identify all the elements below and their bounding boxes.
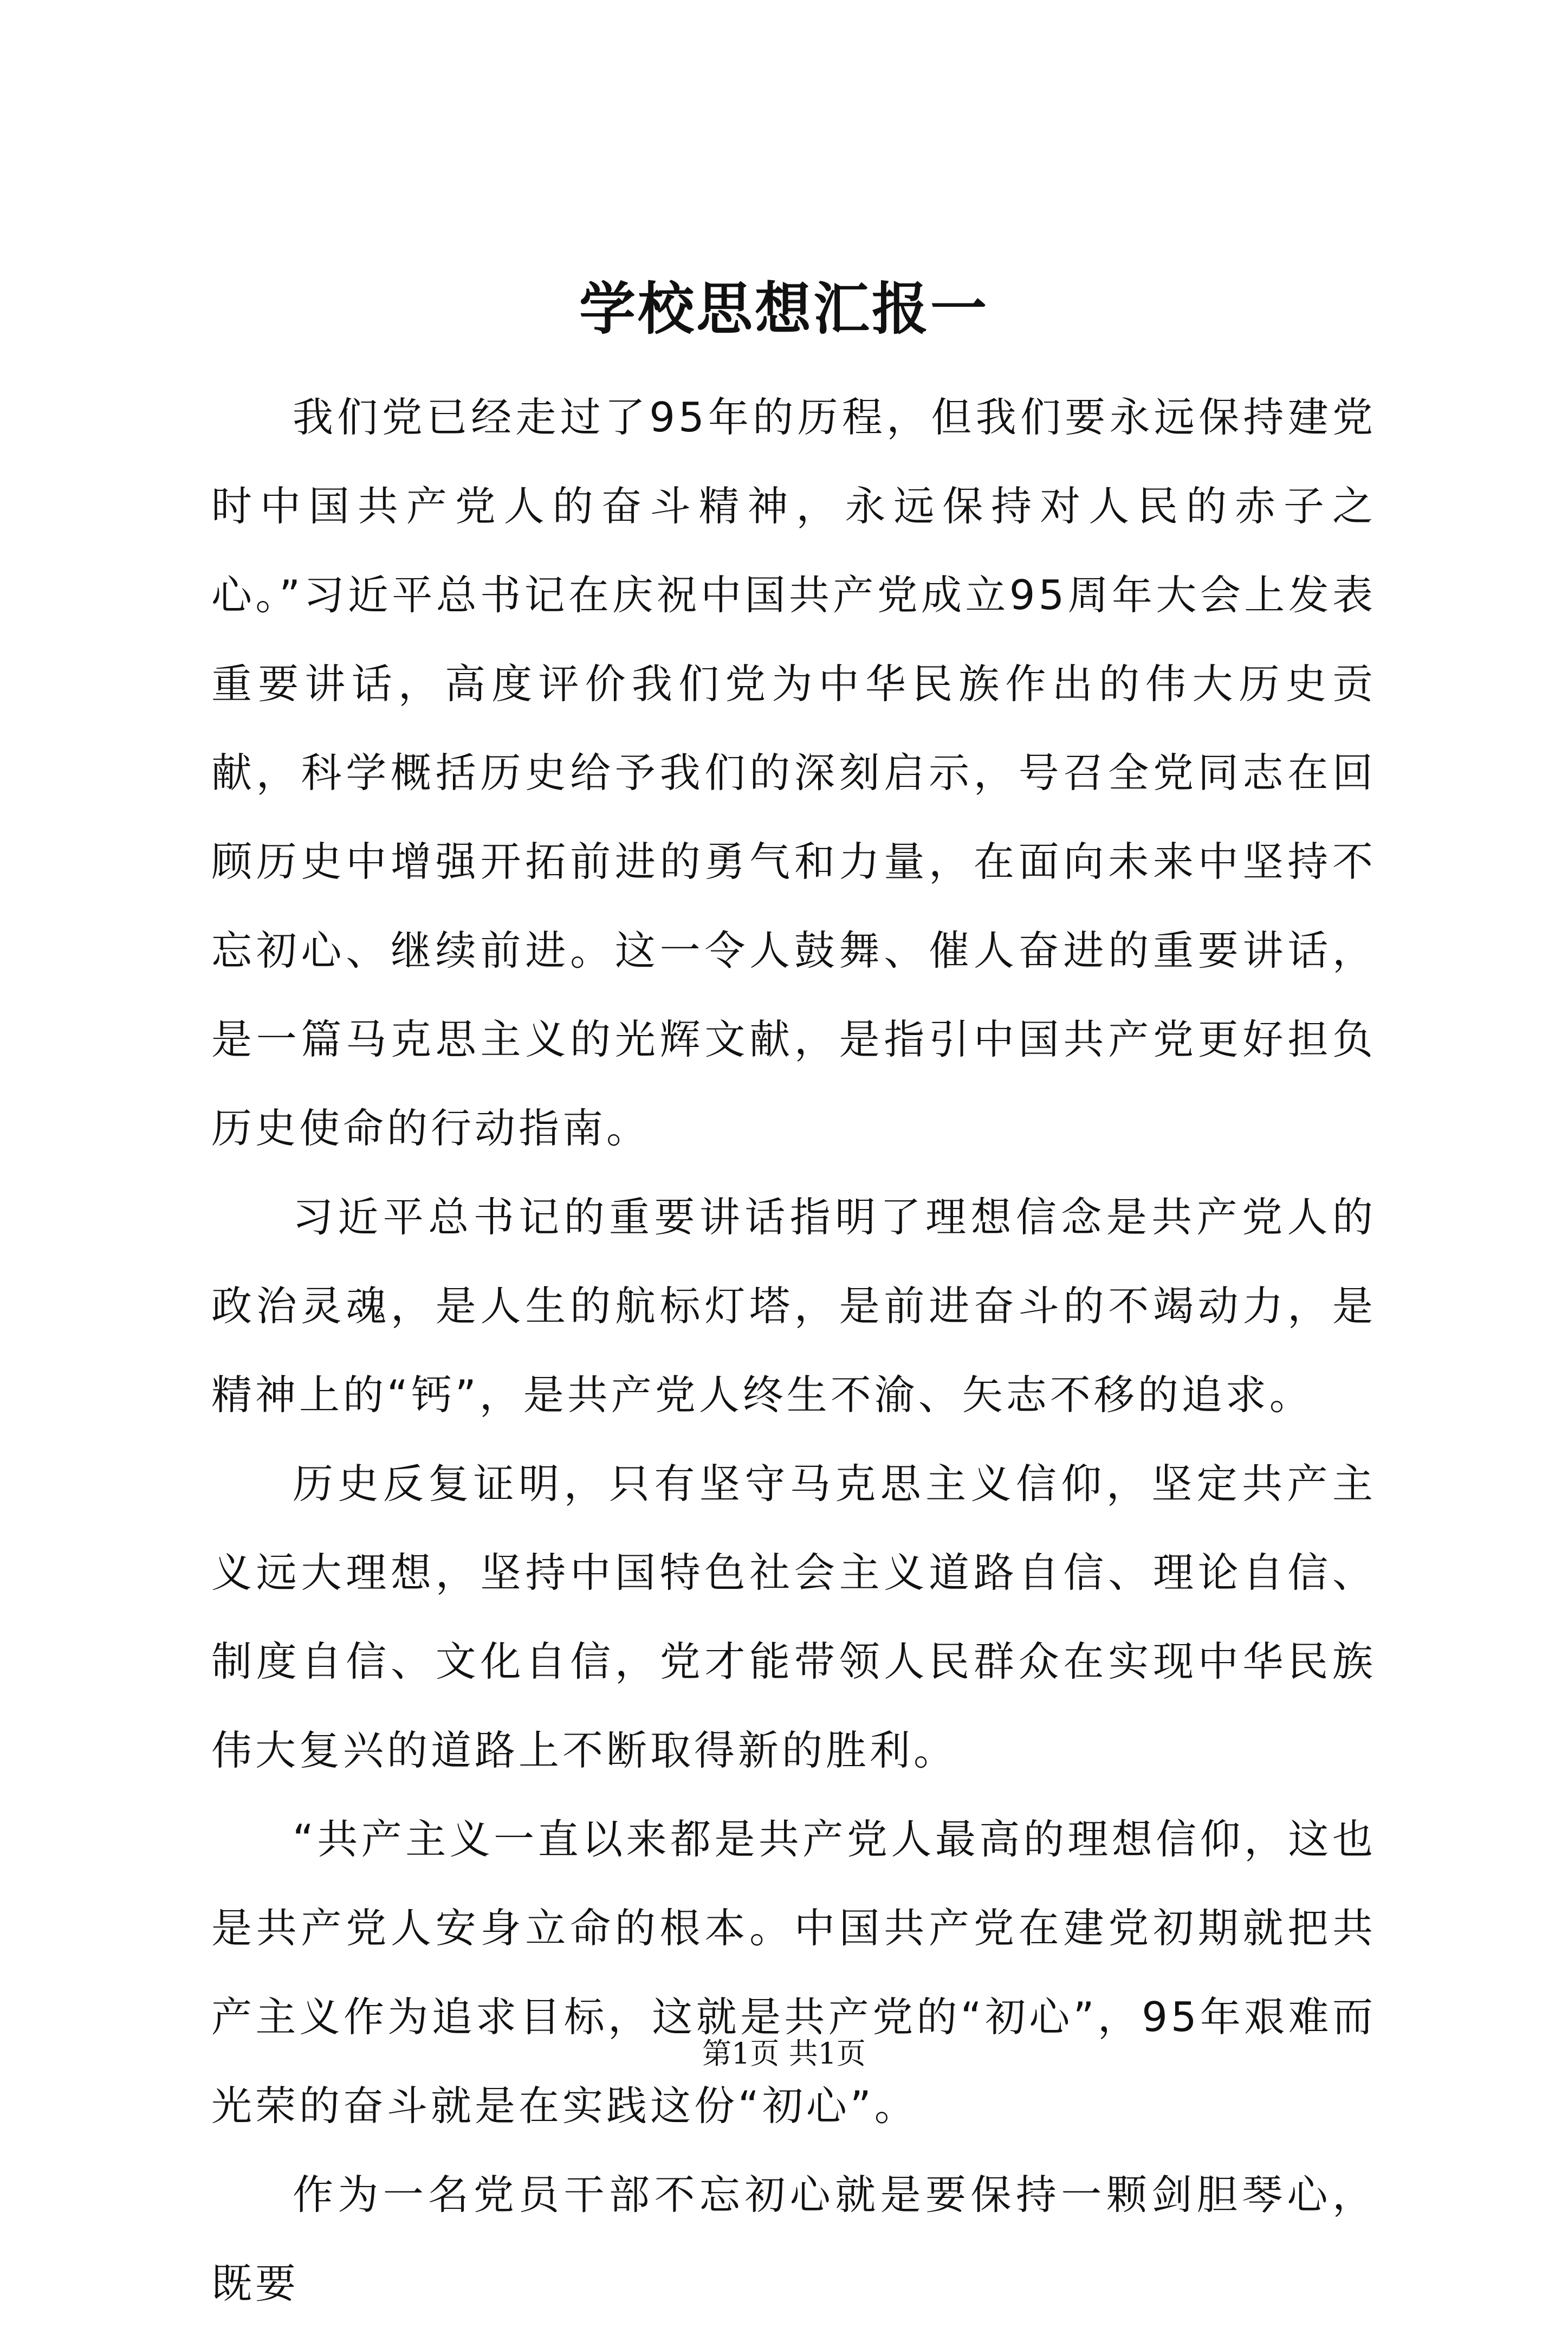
paragraph-2: 习近平总书记的重要讲话指明了理想信念是共产党人的政治灵魂，是人生的航标灯塔，是前进奋斗的不竭动力，是精神上的“钙”，是共产党人终生不渝、矢志不移的追求。 — [211, 1193, 1376, 1419]
paragraph-1: 我们党已经走过了95年的历程，但我们要永远保持建党时中国共产党人的奋斗精神，永远保持对人民的赤子之心。”习近平总书记在庆祝中国共产党成立95周年大会上发表重要讲话，高度评价我们党为中华民族作出的伟大历史贡献，科学概括历史给予我们的深刻启示，号召全党同志在回顾历史中增强开拓前进的勇气和力量，在面向未来中坚持不忘初心、继续前进。这一令人鼓舞、催人奋进的重要讲话，是一篇马克思主义的光辉文献，是指引中国共产党更好担负历史使命的行动指南。 — [211, 393, 1376, 1152]
page-footer: 第1页 共1页 — [702, 2036, 866, 2071]
paragraph-4: “共产主义一直以来都是共产党人最高的理想信仰，这也是共产党人安身立命的根本。中国共产党在建党初期就把共产主义作为追求目标，这就是共产党的“初心”，95年艰难而光荣的奋斗就是在实践这份“初心”。 — [211, 1815, 1376, 2130]
paragraph-3: 历史反复证明，只有坚守马克思主义信仰，坚定共产主义远大理想，坚持中国特色社会主义道路自信、理论自信、制度自信、文化自信，党才能带领人民群众在实现中华民族伟大复兴的道路上不断取得新的胜利。 — [211, 1460, 1376, 1774]
paragraph-5: 作为一名党员干部不忘初心就是要保持一颗剑胆琴心，既要 — [211, 2171, 1376, 2307]
document-title: 学校思想汇报一 — [579, 275, 989, 342]
